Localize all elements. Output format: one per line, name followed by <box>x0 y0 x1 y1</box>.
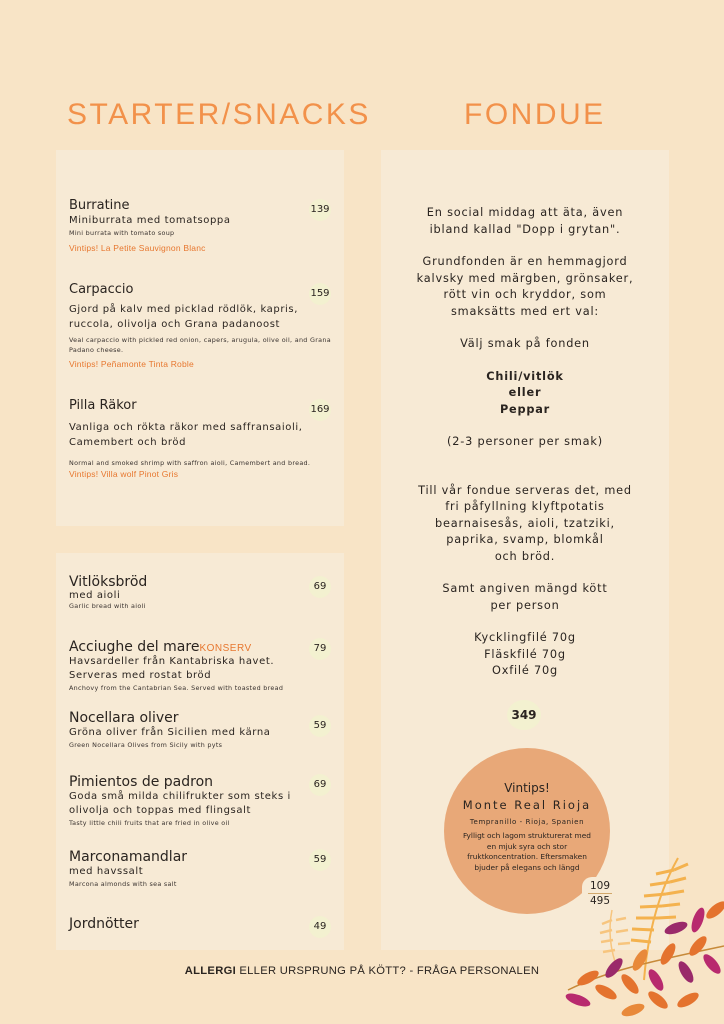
price-badge: 139 <box>309 199 331 221</box>
menu-item-carpaccio <box>69 282 331 369</box>
konserv-tag: KONSERV <box>199 643 252 654</box>
fondue-text-line: Samt angiven mängd kött <box>442 582 608 595</box>
fondue-text-line: ibland kallad "Dopp i grytan". <box>429 222 621 236</box>
item-name: Jordnötter <box>69 916 139 932</box>
item-description-en: Anchovy from the Cantabrian Sea. Served with toasted bread <box>69 684 284 692</box>
menu-item-nocellara <box>69 710 331 750</box>
wine-description: Fylligt och lagom strukturerat med en mjuk syra och stor fruktkoncentration. Eftersmaken bjuder på elegans och längd <box>462 831 591 872</box>
price-badge: 69 <box>309 576 331 598</box>
fondue-price-badge: 349 <box>507 700 541 730</box>
price-badge: 169 <box>309 399 331 421</box>
item-description: Miniburrata med tomatsoppa <box>69 215 231 226</box>
meat-option: Kycklingfilé 70g <box>474 631 576 644</box>
price-badge: 69 <box>309 774 331 796</box>
fondue-text-line: fri påfyllning klyftpotatis <box>445 500 605 513</box>
item-description: med havssalt <box>69 866 144 877</box>
menu-item-acciughe <box>69 636 331 693</box>
wine-price-glass: 109 <box>589 880 611 892</box>
item-name: Vitlöksbröd <box>69 574 148 590</box>
item-description: Vanliga och rökta räkor med saffransaioli, Camembert och bröd <box>69 422 303 448</box>
allergy-bold: ALLERGI <box>184 965 236 977</box>
item-description: Goda små milda chilifrukter som steks i olivolja och toppas med flingsalt <box>69 791 291 816</box>
item-description-en: Marcona almonds with sea salt <box>69 880 177 888</box>
fondue-description <box>381 205 669 680</box>
flavor-option: Peppar <box>499 402 551 416</box>
fondue-text-line: bearnaisesås, aioli, tzatziki, <box>435 516 615 530</box>
price-badge: 79 <box>309 638 331 660</box>
fondue-text-line: paprika, svamp, blomkål <box>446 533 604 546</box>
flavor-option-or: eller <box>508 386 542 399</box>
wine-tip-title: Vintips! <box>504 781 550 795</box>
item-name: Marconamandlar <box>69 849 188 865</box>
wine-name: Monte Real Rioja <box>462 798 592 812</box>
meat-option: Oxfilé 70g <box>492 664 558 677</box>
starter-snacks-heading: STARTER/SNACKS <box>67 98 371 131</box>
starter-panel <box>56 150 344 526</box>
price-badge: 49 <box>309 916 331 938</box>
menu-item-jordnotter <box>69 916 331 932</box>
fondue-text-line: rött vin och kryddor, som <box>443 288 607 301</box>
fondue-text-line: En social middag att äta, även <box>426 206 624 219</box>
item-description: Gröna oliver från Sicilien med kärna <box>69 727 271 738</box>
meat-option: Fläskfilé 70g <box>484 647 566 661</box>
wine-price-bottle: 495 <box>589 895 611 907</box>
wine-tip: Vintips! Peñamonte Tinta Roble <box>69 359 194 369</box>
fondue-text-line: smaksätts med ert val: <box>451 304 599 318</box>
menu-item-pilla-rakor <box>69 398 331 479</box>
item-description-en: Tasty little chili fruits that are fried in olive oil <box>69 819 230 827</box>
item-name: Burratine <box>69 198 130 213</box>
menu-item-burratine <box>69 198 331 253</box>
price-badge: 59 <box>309 849 331 871</box>
fondue-text-line: och bröd. <box>494 549 556 563</box>
menu-item-marconamandlar <box>69 849 331 889</box>
item-name: Carpaccio <box>69 282 134 297</box>
wine-region: Tempranillo - Rioja, Spanien <box>469 818 585 826</box>
fondue-text-line: (2-3 personer per smak) <box>447 435 603 448</box>
fondue-text-line: Välj smak på fonden <box>460 337 590 350</box>
wine-tip: Vintips! Villa wolf Pinot Gris <box>69 469 179 479</box>
price-badge: 59 <box>309 715 331 737</box>
menu-item-vitloksbrod <box>69 574 331 611</box>
item-description-en: Normal and smoked shrimp with saffron aioli, Camembert and bread. <box>69 459 311 467</box>
item-description-en: Garlic bread with aioli <box>69 602 146 610</box>
fondue-text-line: kalvsky med märgben, grönsaker, <box>416 271 634 285</box>
item-name: Pimientos de padron <box>69 774 214 790</box>
item-description: med aioli <box>69 590 121 601</box>
item-description: Gjord på kalv med picklad rödlök, kapris, ruccola, olivolja och Grana padanoost <box>69 304 299 330</box>
snacks-panel <box>56 553 344 950</box>
fondue-text-line: Grundfonden är en hemmagjord <box>422 255 628 268</box>
item-description-en: Veal carpaccio with pickled red onion, capers, arugula, olive oil, and Grana Padano cheese. <box>69 336 331 354</box>
item-description-en: Mini burrata with tomato soup <box>69 229 175 237</box>
item-description-en: Green Nocellara Olives from Sicily with pyts <box>69 741 223 749</box>
fondue-text-line: per person <box>490 598 560 612</box>
item-description: Havsardeller från Kantabriska havet. Serveras med rostat bröd <box>69 656 275 681</box>
flavor-option: Chili/vitlök <box>486 369 564 383</box>
wine-tip: Vintips! La Petite Sauvignon Blanc <box>69 243 206 253</box>
menu-item-pimientos <box>69 774 331 828</box>
item-name: Pilla Räkor <box>69 398 137 413</box>
leaves-decoration <box>548 850 724 1024</box>
allergy-text: ELLER URSPRUNG PÅ KÖTT? - FRÅGA PERSONALEN <box>235 965 540 977</box>
price-badge: 159 <box>309 283 331 305</box>
item-name: Nocellara oliver <box>69 710 179 726</box>
item-name: Acciughe del mare <box>69 639 200 655</box>
fondue-text-line: Till vår fondue serveras det, med <box>418 483 632 497</box>
fondue-heading: FONDUE <box>464 98 606 131</box>
